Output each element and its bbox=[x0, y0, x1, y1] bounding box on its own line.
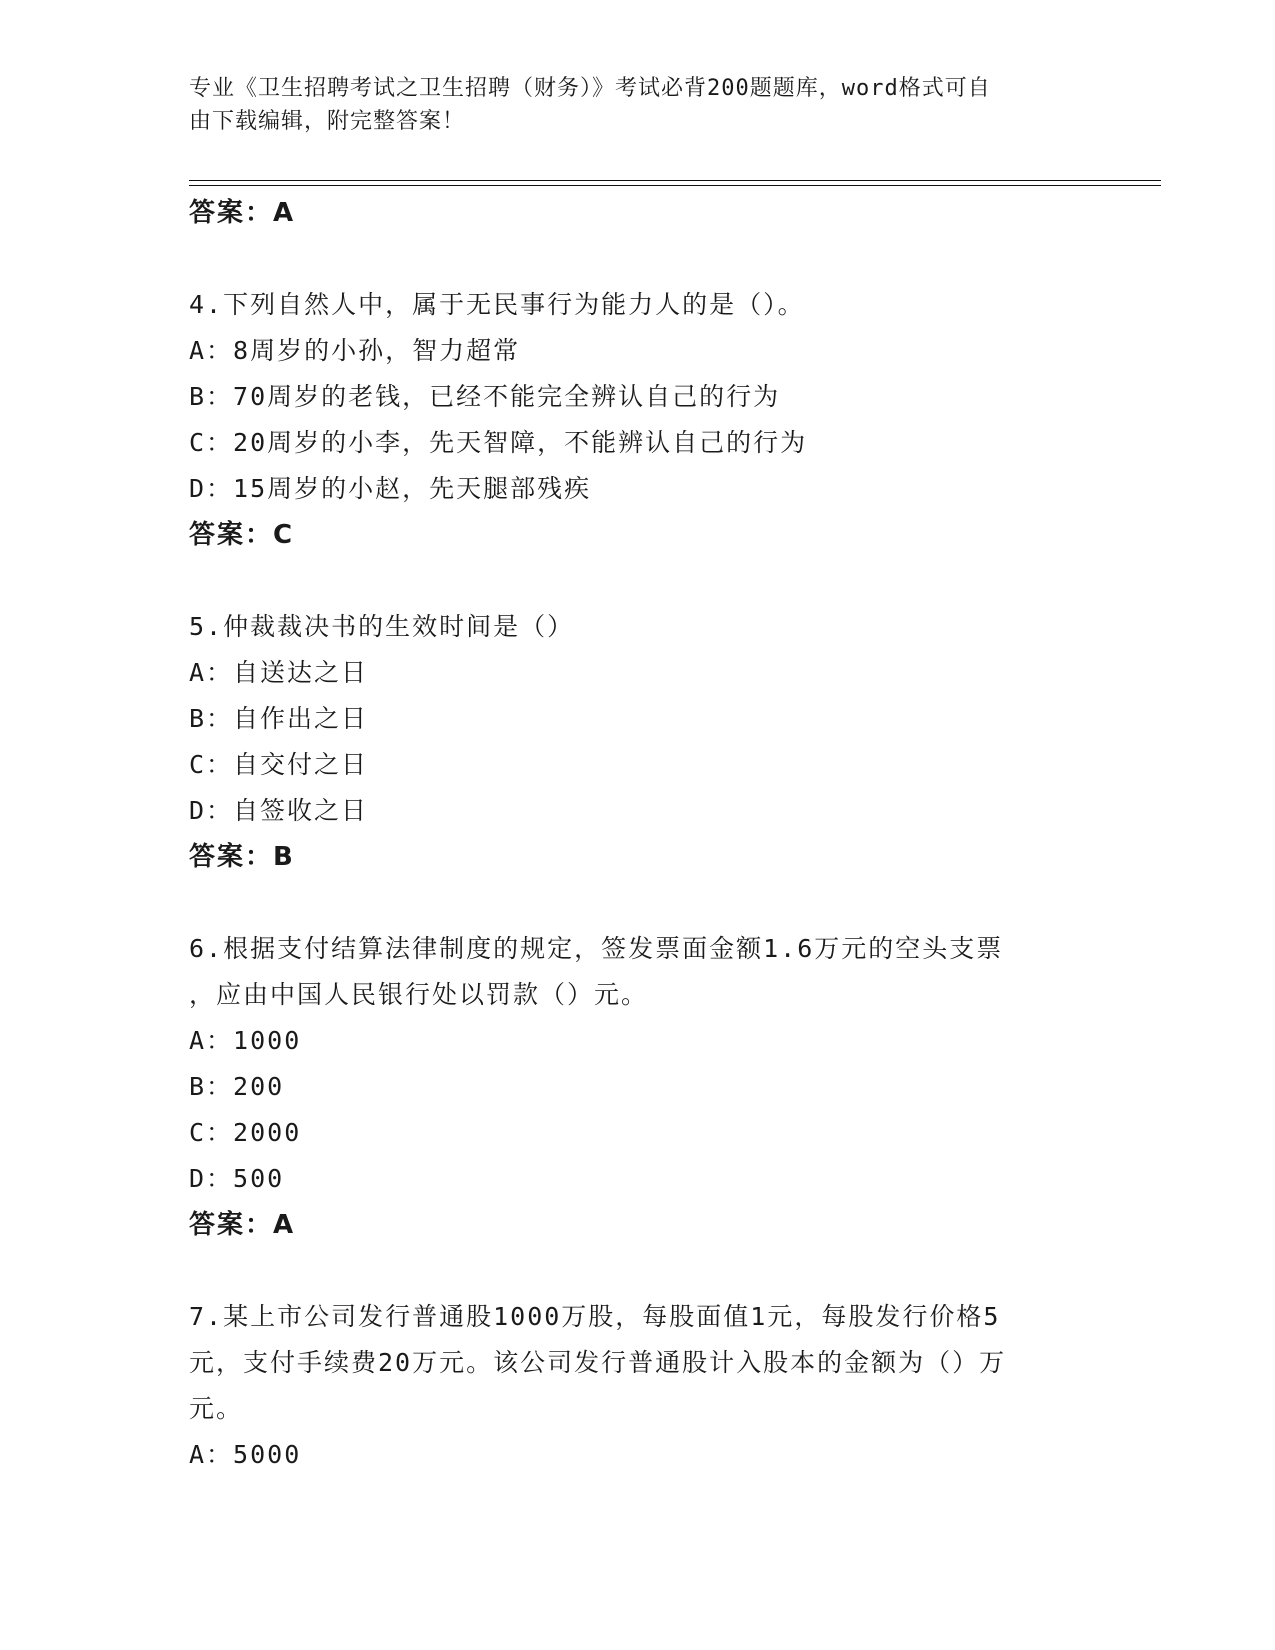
question-6-option-b: B：200 bbox=[189, 1072, 285, 1101]
header-line-2: 由下载编辑，附完整答案！ bbox=[189, 109, 466, 134]
question-6 bbox=[189, 926, 1089, 1248]
question-5-answer: 答案：B bbox=[189, 842, 295, 872]
document-header bbox=[189, 72, 1089, 138]
question-7-stem-line-2: 元，支付手续费20万元。该公司发行普通股计入股本的金额为（）万 bbox=[189, 1348, 1007, 1377]
question-4-option-c: C：20周岁的小李，先天智障，不能辨认自己的行为 bbox=[189, 428, 808, 457]
header-rule-bottom bbox=[189, 185, 1161, 186]
question-4-answer: 答案：C bbox=[189, 520, 295, 550]
question-6-stem-line-2: ，应由中国人民银行处以罚款（）元。 bbox=[189, 980, 649, 1009]
question-5-stem: 5.仲裁裁决书的生效时间是（） bbox=[189, 612, 575, 641]
question-5 bbox=[189, 604, 1089, 880]
question-7-option-a: A：5000 bbox=[189, 1440, 302, 1469]
question-4-option-a: A：8周岁的小孙，智力超常 bbox=[189, 336, 521, 365]
question-6-option-c: C：2000 bbox=[189, 1118, 302, 1147]
question-4-option-d: D：15周岁的小赵，先天腿部残疾 bbox=[189, 474, 592, 503]
question-list bbox=[189, 190, 1089, 1478]
question-7-stem-line-1: 7.某上市公司发行普通股1000万股，每股面值1元，每股发行价格5 bbox=[189, 1302, 1001, 1331]
question-7-stem-line-3: 元。 bbox=[189, 1394, 244, 1423]
question-6-option-a: A：1000 bbox=[189, 1026, 302, 1055]
question-4-option-b: B：70周岁的老钱，已经不能完全辨认自己的行为 bbox=[189, 382, 781, 411]
question-6-option-d: D：500 bbox=[189, 1164, 285, 1193]
question-4-stem: 4.下列自然人中，属于无民事行为能力人的是（）。 bbox=[189, 290, 805, 319]
question-5-option-d: D：自签收之日 bbox=[189, 796, 369, 825]
answer-previous: 答案：A bbox=[189, 198, 296, 228]
spacer bbox=[189, 558, 1089, 604]
question-4 bbox=[189, 282, 1089, 558]
spacer bbox=[189, 1248, 1089, 1294]
spacer bbox=[189, 236, 1089, 282]
header-rule-top bbox=[189, 180, 1161, 181]
question-5-option-b: B：自作出之日 bbox=[189, 704, 369, 733]
question-6-answer: 答案：A bbox=[189, 1210, 296, 1240]
spacer bbox=[189, 880, 1089, 926]
header-line-1: 专业《卫生招聘考试之卫生招聘（财务）》考试必背200题题库，word格式可自 bbox=[189, 76, 991, 101]
question-5-option-c: C：自交付之日 bbox=[189, 750, 369, 779]
question-5-option-a: A：自送达之日 bbox=[189, 658, 369, 687]
question-7 bbox=[189, 1294, 1089, 1478]
question-6-stem-line-1: 6.根据支付结算法律制度的规定，签发票面金额1.6万元的空头支票 bbox=[189, 934, 1004, 963]
